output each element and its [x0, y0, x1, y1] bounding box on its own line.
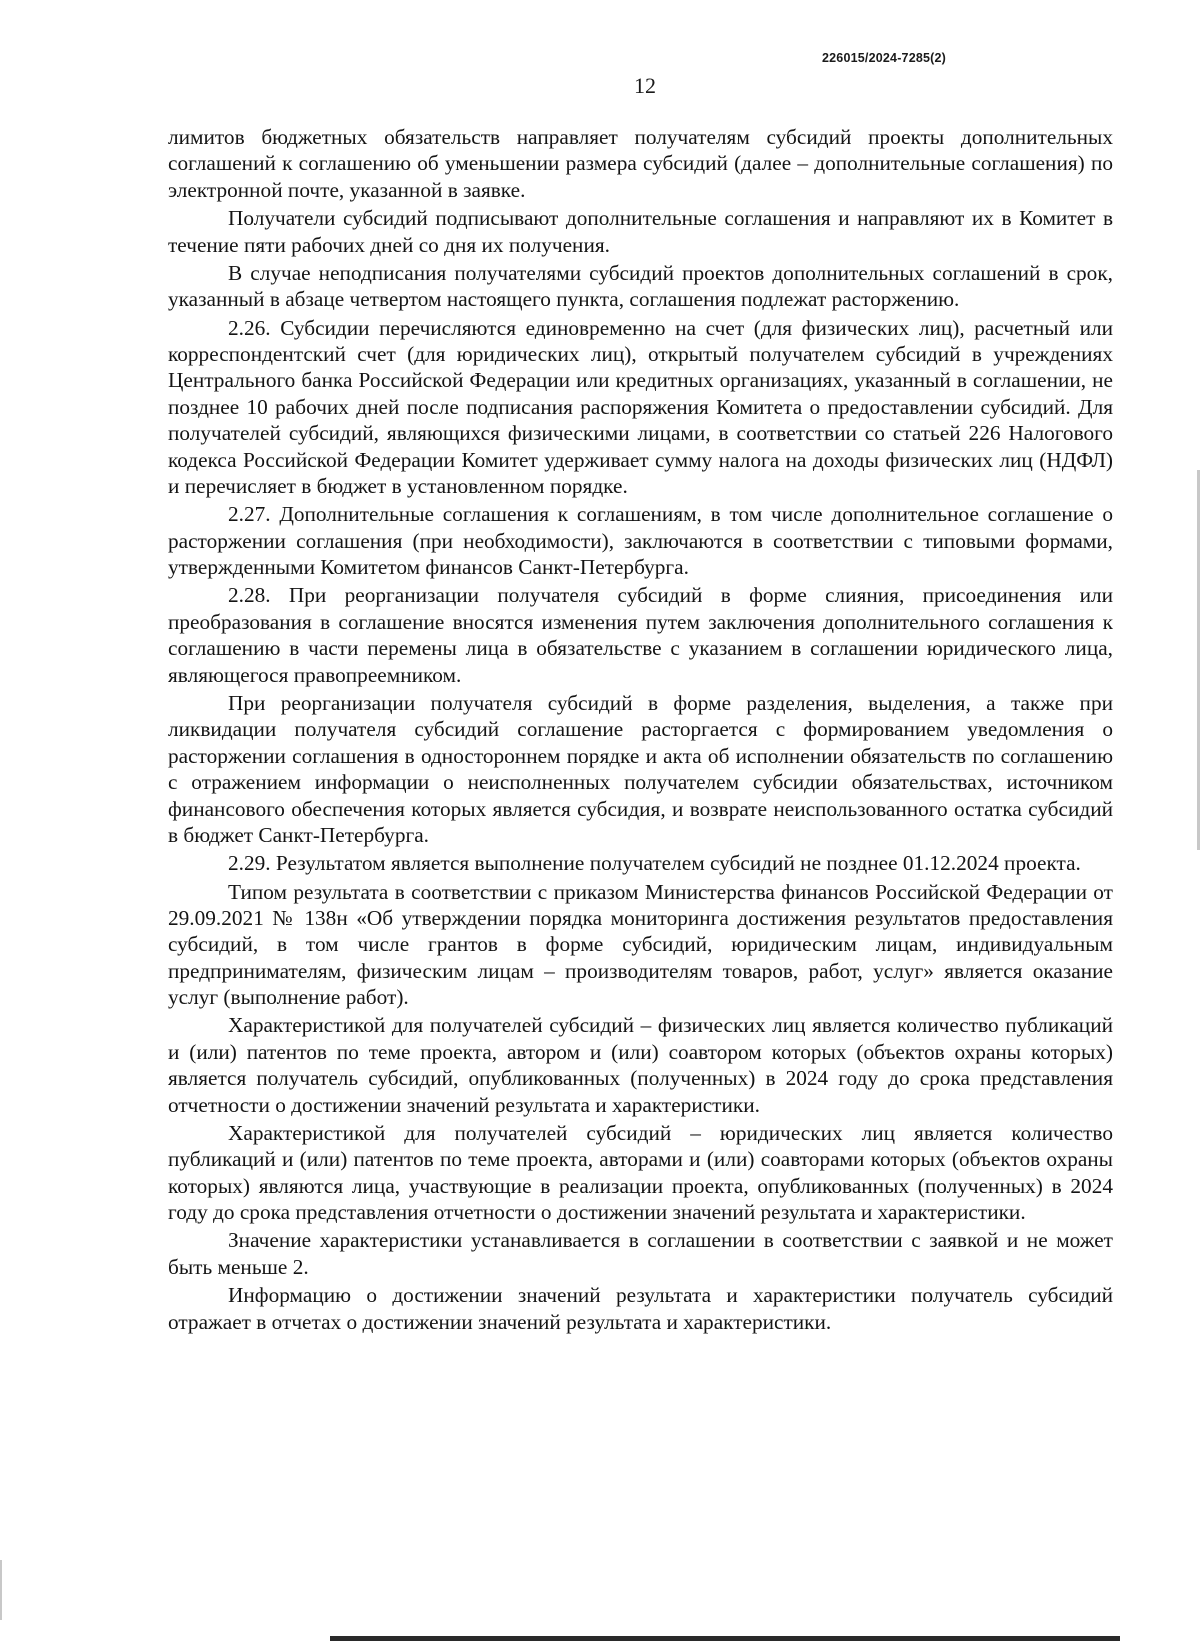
paragraph-characteristic-legal-entities: Характеристикой для получателей субсидий – юридических лиц является количество публикаций и (или) патентов по теме проекта, авторами и (или) соавторами которых (объектов охраны которых) являются лица, участвующие в реализации проекта, опубликованных (полученных) в 2024 году до срока представления отчетности о достижении значений результата и характеристики. — [168, 1120, 1113, 1225]
paragraph-2-27: 2.27. Дополнительные соглашения к соглашениям, в том числе дополнительное соглашение о расторжении соглашения (при необходимости), заключаются в соответствии с типовыми формами, утвержденными Комитетом финансов Санкт-Петербурга. — [168, 502, 1113, 580]
paragraph-reporting: Информацию о достижении значений результата и характеристики получатель субсидий отражает в отчетах о достижении значений результата и характеристики. — [168, 1283, 1113, 1334]
document-body — [168, 124, 1113, 1337]
paragraph-characteristic-individuals: Характеристикой для получателей субсидий – физических лиц является количество публикаций и (или) патентов по теме проекта, автором и (или) соавтором которых (объектов охраны которых) является получатель субсидий, опубликованных (полученных) в 2024 году до срока представления отчетности о достижении значений результата и характеристики. — [168, 1013, 1113, 1117]
paragraph-result-type: Типом результата в соответствии с приказом Министерства финансов Российской Федерации от 29.09.2021 № 138н «Об утверждении порядка мониторинга достижения результатов предоставления субсидий, в том числе грантов в форме субсидий, юридическим лицам, индивидуальным предпринимателям, физическим лицам – производителям товаров, работ, услуг» является оказание услуг (выполнение работ). — [168, 879, 1113, 1010]
paragraph-2-26: 2.26. Субсидии перечисляются единовременно на счет (для физических лиц), расчетный или корреспондентский счет (для юридических лиц), открытый получателем субсидий в учреждениях Центрального банка Российской Федерации или кредитных организациях, указанный в соглашении, не позднее 10 рабочих дней после подписания распоряжения Комитета о предоставлении субсидий. Для получателей субсидий, являющихся физическими лицами, в соответствии со статьей 226 Налогового кодекса Российской Федерации Комитет удерживает сумму налога на доходы физических лиц (НДФЛ) и перечисляет в бюджет в установленном порядке. — [168, 315, 1113, 498]
paragraph-continuation: лимитов бюджетных обязательств направляет получателям субсидий проекты дополнительных соглашений к соглашению об уменьшении размера субсидий (далее – дополнительные соглашения) по электронной почте, указанной в заявке. — [168, 125, 1113, 202]
scan-edge-mark — [0, 1560, 2, 1620]
scan-bottom-edge — [330, 1636, 1120, 1641]
paragraph-signing: Получатели субсидий подписывают дополнительные соглашения и направляют их в Комитет в течение пяти рабочих дней со дня их получения. — [168, 206, 1113, 257]
paragraph-2-29: 2.29. Результатом является выполнение получателем субсидий не позднее 01.12.2024 проекта. — [228, 851, 1081, 876]
paragraph-reorganization: При реорганизации получателя субсидий в форме разделения, выделения, а также при ликвидации получателя субсидий соглашение расторгается с формированием уведомления о расторжении соглашения в одностороннем порядке и акта об исполнении обязательств по соглашению с отражением информации о неисполненных получателем субсидии обязательствах, источником финансового обеспечения которых является субсидия, и возврате неиспользованного остатка субсидий в бюджет Санкт-Петербурга. — [168, 690, 1113, 847]
page-number: 12 — [634, 73, 656, 98]
paragraph-2-28: 2.28. При реорганизации получателя субсидий в форме слияния, присоединения или преобразования в соглашение вносятся изменения путем заключения дополнительного соглашения к соглашению в части перемены лица в обязательстве с указанием в соглашении юридического лица, являющегося правопреемником. — [168, 583, 1113, 687]
document-id: 226015/2024-7285(2) — [822, 51, 947, 65]
paragraph-termination: В случае неподписания получателями субсидий проектов дополнительных соглашений в срок, указанный в абзаце четвертом настоящего пункта, соглашения подлежат расторжению. — [168, 260, 1113, 312]
paragraph-characteristic-value: Значение характеристики устанавливается в соглашении в соответствии с заявкой и не может быть меньше 2. — [168, 1228, 1113, 1279]
